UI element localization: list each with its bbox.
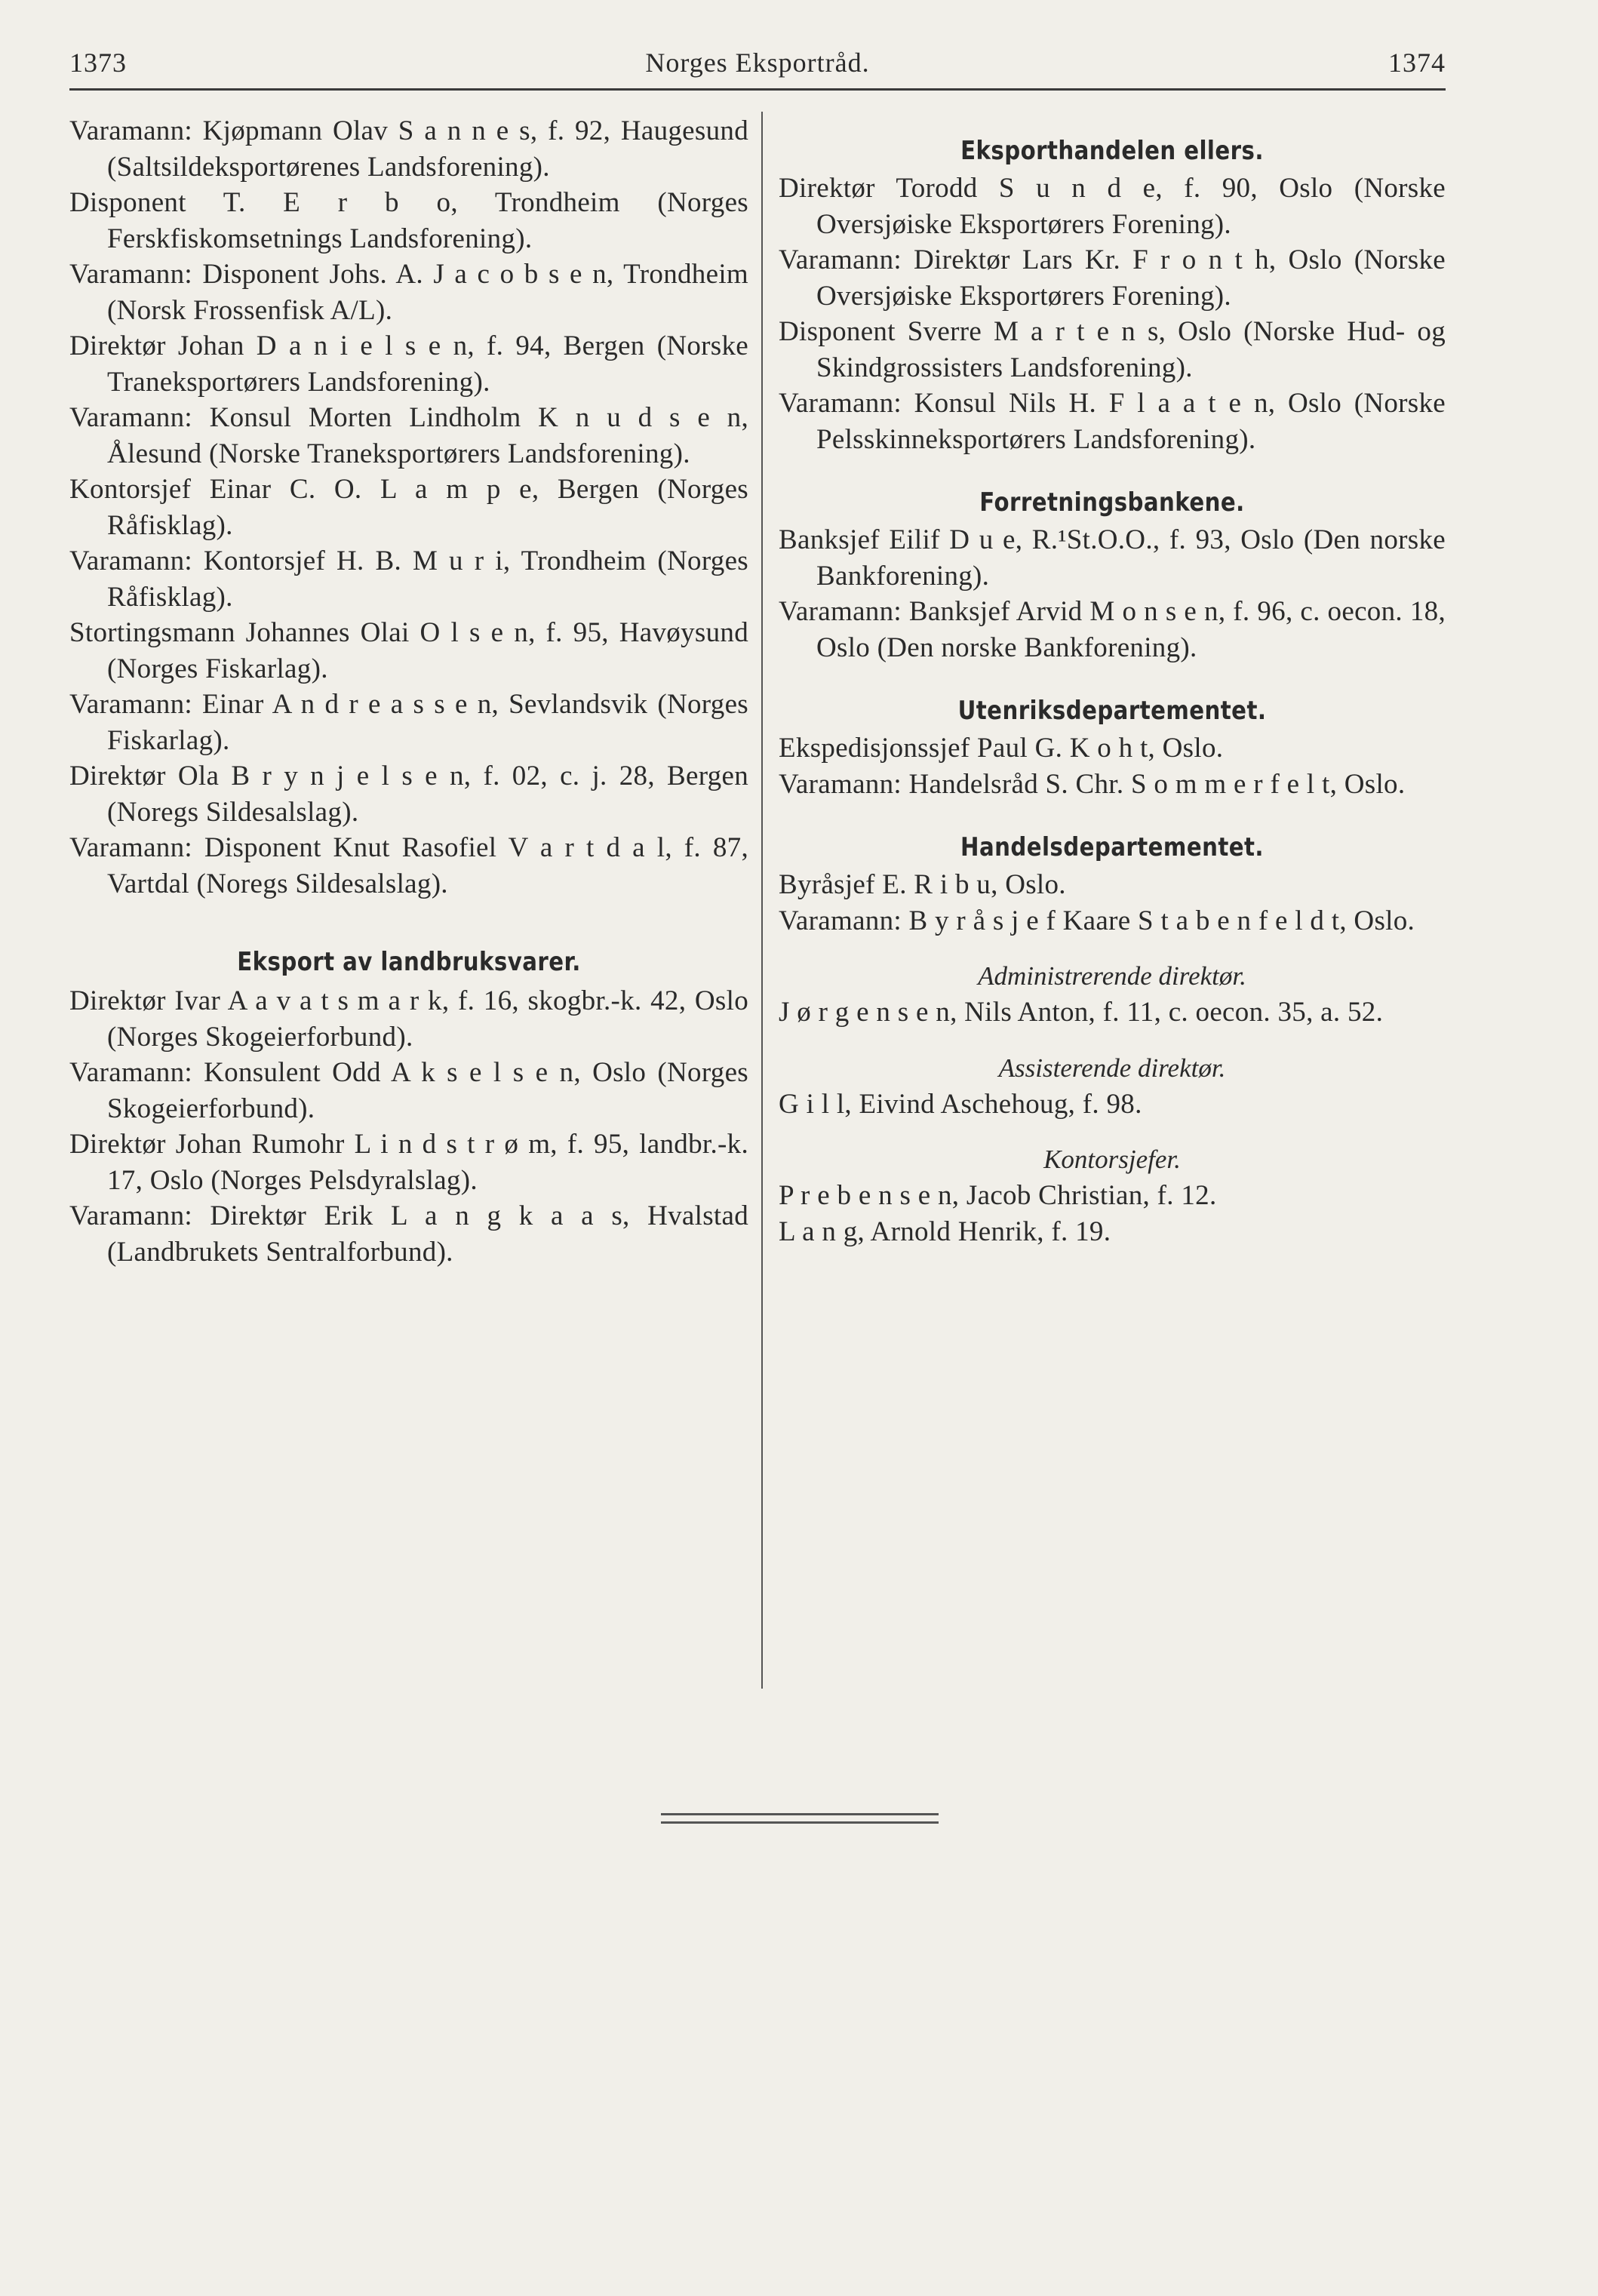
entry: P r e b e n s e n, Jacob Christian, f. 12. [779, 1180, 1217, 1211]
section-heading: Utenriksdepartementet. [957, 696, 1267, 726]
entry: Varamann: Handelsråd S. Chr. S o m m e r f e l t, Oslo. [779, 768, 1406, 800]
page-header [69, 47, 1446, 88]
entry: G i l l, Eivind Aschehoug, f. 98. [779, 1088, 1142, 1120]
right-column [779, 113, 1446, 1249]
entry: Disponent Sverre M a r t e n s, Oslo (Norske Hud- og Skindgrossisters Landsforening). [779, 316, 1446, 383]
section-heading: Eksport av landbruksvarer. [237, 947, 581, 977]
entry: Direktør Ivar A a v a t s m a r k, f. 16, skogbr.-k. 42, Oslo (Norges Skogeierforbund). [69, 985, 748, 1053]
left-column [69, 113, 748, 1270]
end-rule-top [661, 1813, 939, 1815]
entry: Varamann: Direktør Erik L a n g k a a s, Hvalstad (Landbrukets Sentralforbund). [69, 1200, 748, 1268]
role-heading: Kontorsjefer. [1043, 1145, 1181, 1174]
entry: Varamann: Konsul Nils H. F l a a t e n, Oslo (Norske Pelsskinneksportørers Landsforening). [779, 388, 1446, 455]
role-heading: Assisterende direktør. [998, 1053, 1226, 1083]
entry: L a n g, Arnold Henrik, f. 19. [779, 1216, 1111, 1247]
entry: J ø r g e n s e n, Nils Anton, f. 11, c. oecon. 35, a. 52. [779, 997, 1384, 1028]
role-heading: Administrerende direktør. [978, 961, 1246, 991]
entry: Disponent T. E r b o, Trondheim (Norges Ferskfiskomsetnings Landsforening). [69, 187, 748, 254]
entry: Direktør Johan Rumohr L i n d s t r ø m, f. 95, landbr.-k. 17, Oslo (Norges Pelsdyralslag). [69, 1129, 748, 1196]
entry: Direktør Torodd S u n d e, f. 90, Oslo (Norske Oversjøiske Eksportørers Forening). [779, 173, 1446, 240]
entry: Varamann: Disponent Knut Rasofiel V a r t d a l, f. 87, Vartdal (Noregs Sildesalslag). [69, 832, 748, 899]
section-heading: Forretningsbankene. [979, 487, 1245, 518]
entry: Varamann: Direktør Lars Kr. F r o n t h, Oslo (Norske Oversjøiske Eksportørers Forening). [779, 244, 1446, 312]
entry: Varamann: Konsulent Odd A k s e l s e n, Oslo (Norges Skogeierforbund). [69, 1057, 748, 1124]
entry: Varamann: Banksjef Arvid M o n s e n, f. 96, c. oecon. 18, Oslo (Den norske Bankforening). [779, 596, 1446, 663]
section-heading: Handelsdepartementet. [960, 832, 1264, 862]
entry: Direktør Johan D a n i e l s e n, f. 94, Bergen (Norske Traneksportørers Landsforening). [69, 330, 748, 398]
entry: Ekspedisjonssjef Paul G. K o h t, Oslo. [779, 733, 1224, 764]
entry: Stortingsmann Johannes Olai O l s e n, f. 95, Havøysund (Norges Fiskarlag). [69, 617, 748, 684]
entry: Varamann: Kjøpmann Olav S a n n e s, f. 92, Haugesund (Saltsildeksportørenes Landsforening). [69, 115, 748, 183]
end-rule-bottom [661, 1821, 939, 1824]
entry: Varamann: B y r å s j e f Kaare S t a b e n f e l d t, Oslo. [779, 905, 1415, 936]
left-page-number: 1373 [69, 48, 127, 78]
entry: Byråsjef E. R i b u, Oslo. [779, 869, 1066, 900]
entry: Varamann: Einar A n d r e a s s e n, Sevlandsvik (Norges Fiskarlag). [69, 689, 748, 756]
section-heading: Eksporthandelen ellers. [960, 136, 1264, 166]
right-page-number: 1374 [1388, 48, 1446, 78]
entry: Kontorsjef Einar C. O. L a m p e, Bergen (Norges Råfisklag). [69, 474, 748, 541]
entry: Varamann: Kontorsjef H. B. M u r i, Trondheim (Norges Råfisklag). [69, 546, 748, 613]
column-divider [761, 112, 763, 1689]
running-title: Norges Eksportråd. [645, 48, 870, 78]
entry: Direktør Ola B r y n j e l s e n, f. 02, c. j. 28, Bergen (Noregs Sildesalslag). [69, 761, 748, 828]
entry: Varamann: Disponent Johs. A. J a c o b s e n, Trondheim (Norsk Frossenfisk A/L). [69, 259, 748, 326]
header-rule [69, 88, 1446, 91]
entry: Banksjef Eilif D u e, R.¹St.O.O., f. 93, Oslo (Den norske Bankforening). [779, 524, 1446, 592]
entry: Varamann: Konsul Morten Lindholm K n u d s e n, Ålesund (Norske Traneksportørers Landsforening). [69, 402, 748, 469]
